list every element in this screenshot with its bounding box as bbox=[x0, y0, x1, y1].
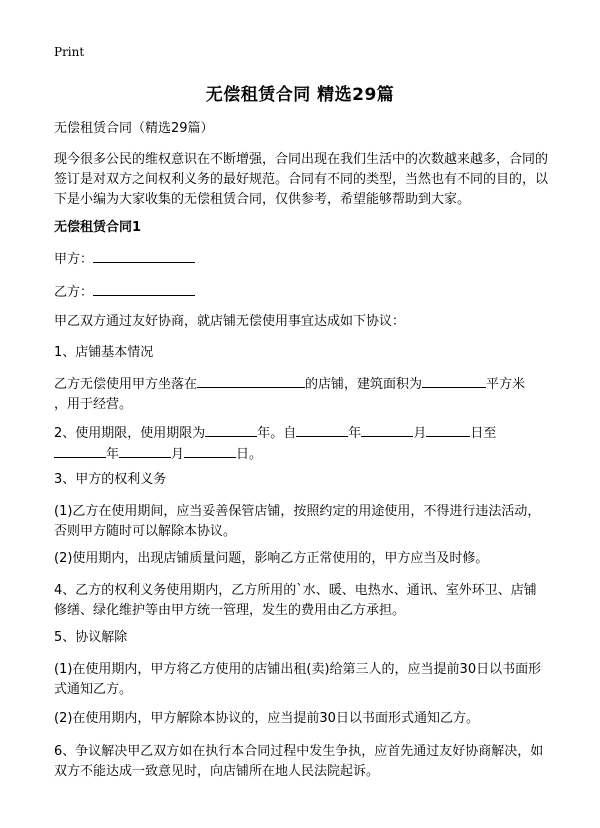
clause1-text-c: 平方米 bbox=[486, 377, 526, 392]
clause3-heading: 3、甲方的权利义务 bbox=[54, 472, 167, 487]
party-b-line bbox=[54, 282, 548, 303]
end-month-blank[interactable] bbox=[119, 444, 171, 458]
clause5-item1: (1)在使用期内，甲方将乙方使用的店铺出租(卖)给第三人的，应当提前30日以书面形式通知乙方。 bbox=[54, 662, 542, 697]
party-a-line bbox=[54, 249, 548, 270]
clause2-year3: 年 bbox=[106, 447, 120, 462]
party-b-blank[interactable] bbox=[93, 282, 195, 296]
area-blank[interactable] bbox=[422, 374, 486, 388]
clause6-paragraph: 6、争议解决甲乙双方如在执行本合同过程中发生争执，应首先通过友好协商解决，如双方不能达成一致意见时，向店铺所在地人民法院起诉。 bbox=[54, 744, 544, 779]
clause2-day-end: 日。 bbox=[236, 447, 263, 462]
clause1-text-b: 的店铺，建筑面积为 bbox=[305, 377, 423, 392]
clause2-year: 年。自 bbox=[257, 426, 297, 441]
agreement-intro: 甲乙双方通过友好协商，就店铺无偿使用事宜达成如下协议： bbox=[54, 314, 406, 329]
clause2-year2: 年 bbox=[348, 426, 362, 441]
clause1-paragraph bbox=[54, 374, 548, 415]
clause5-heading: 5、协议解除 bbox=[54, 630, 128, 645]
start-month-blank[interactable] bbox=[361, 423, 413, 437]
clause1-heading: 1、店铺基本情况 bbox=[54, 345, 154, 360]
clause2-text-a: 2、使用期限，使用期限为 bbox=[54, 426, 206, 441]
document-subtitle: 无偿租赁合同（精选29篇） bbox=[54, 121, 214, 136]
clause2-month: 月 bbox=[413, 426, 427, 441]
clause2-paragraph bbox=[54, 423, 548, 465]
clause3-item1: (1)乙方在使用期间，应当妥善保管店铺，按照约定的用途使用，不得进行违法活动，否则甲方随时可以解除本协议。 bbox=[54, 504, 541, 539]
print-link[interactable]: Print bbox=[54, 45, 85, 59]
clause1-text-a: 乙方无偿使用甲方坐落在 bbox=[54, 377, 198, 392]
term-years-blank[interactable] bbox=[205, 423, 257, 437]
intro-paragraph: 现今很多公民的维权意识在不断增强，合同出现在我们生活中的次数越来越多，合同的签订是对双方之间权利义务的最好规范。合同有不同的类型，当然也有不同的目的，以下是小编为大家收集的无偿租赁合同，仅供参考，希望能够帮助到大家。 bbox=[54, 152, 549, 207]
clause3-item2: (2)使用期内，出现店铺质量问题，影响乙方正常使用的，甲方应当及时修。 bbox=[54, 551, 489, 566]
start-year-blank[interactable] bbox=[296, 423, 348, 437]
end-day-blank[interactable] bbox=[184, 444, 236, 458]
party-a-label: 甲方： bbox=[54, 252, 94, 267]
party-b-label: 乙方： bbox=[54, 285, 94, 300]
document-title: 无偿租赁合同 精选29篇 bbox=[205, 85, 395, 105]
clause2-day-to: 日至 bbox=[470, 426, 497, 441]
clause2-month2: 月 bbox=[171, 447, 185, 462]
start-day-blank[interactable] bbox=[426, 423, 470, 437]
location-blank[interactable] bbox=[197, 374, 305, 388]
section-heading: 无偿租赁合同1 bbox=[54, 220, 142, 235]
party-a-blank[interactable] bbox=[93, 249, 195, 263]
clause5-item2: (2)在使用期内，甲方解除本协议的，应当提前30日以书面形式通知乙方。 bbox=[54, 711, 479, 726]
end-year-blank[interactable] bbox=[54, 444, 106, 458]
clause1-text-d: ，用于经营。 bbox=[54, 397, 133, 412]
clause4-paragraph: 4、乙方的权利义务使用期内，乙方所用的`水、暖、电热水、通讯、室外环卫、店铺修缮、绿化维护等由甲方统一管理，发生的费用由乙方承担。 bbox=[54, 583, 537, 618]
